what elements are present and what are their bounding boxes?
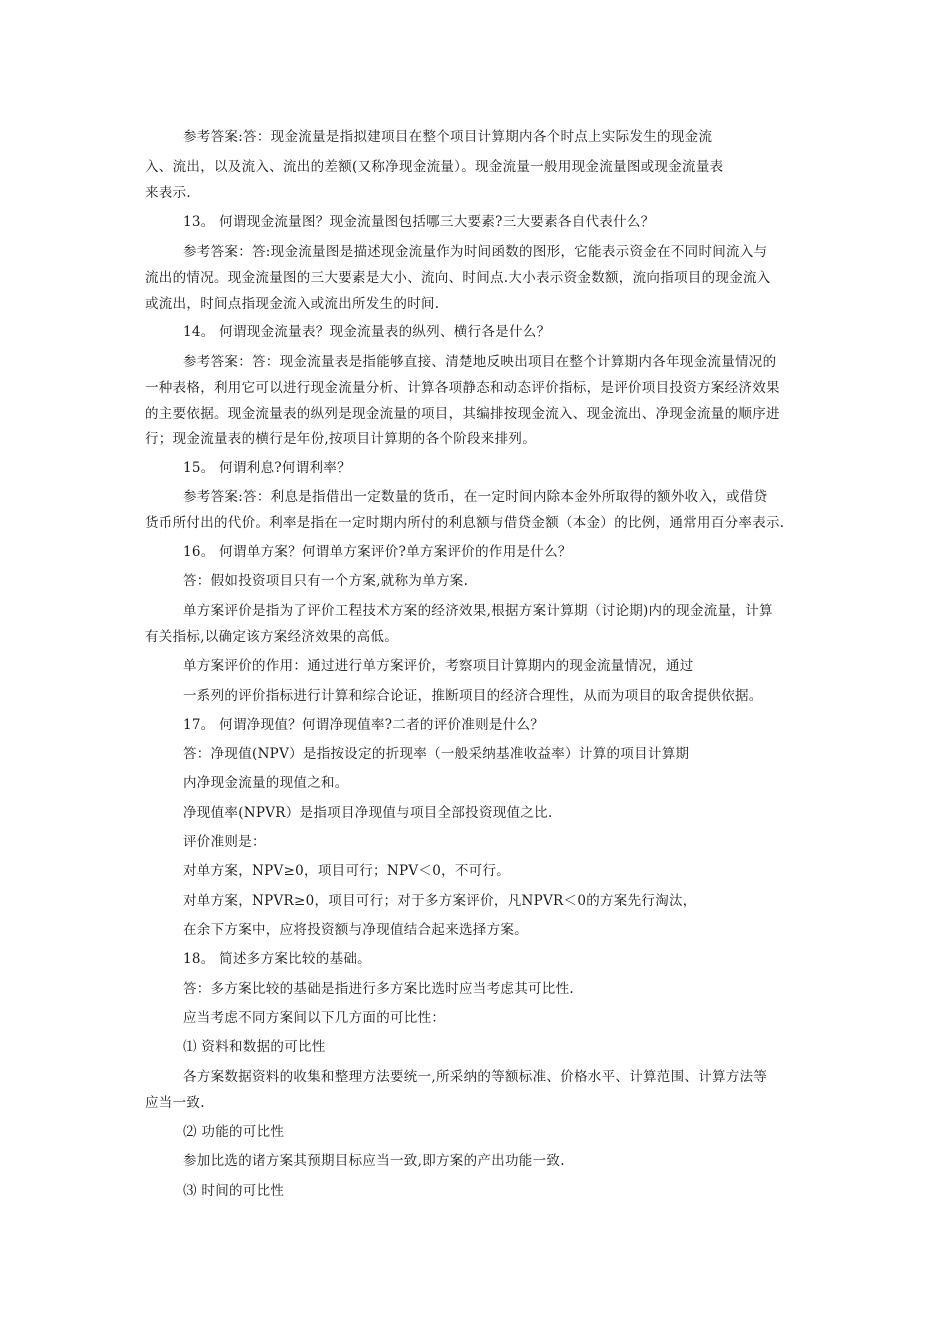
text-line: 应当考虑不同方案间以下几方面的可比性： — [183, 1010, 446, 1026]
text-line: 答：多方案比较的基础是指进行多方案比选时应当考虑其可比性. — [183, 981, 574, 997]
text-line: 行；现金流量表的横行是年份,按项目计算期的各个阶段来排列。 — [145, 431, 536, 447]
text-line: 评价准则是： — [183, 834, 266, 850]
text-line: 各方案数据资料的收集和整理方法要统一,所采纳的等额标准、价格水平、计算范围、计算方法等 — [183, 1069, 768, 1085]
text-line: 对单方案，NPVR≥0，项目可行；对于多方案评价，凡NPVR＜0的方案先行淘汰， — [183, 893, 697, 909]
text-line: 对单方案，NPV≥0，项目可行；NPV＜0，不可行。 — [183, 863, 511, 879]
text-line: 应当一致. — [145, 1095, 205, 1111]
text-line: 参考答案：答:现金流量图是描述现金流量作为时间函数的图形，它能表示资金在不同时间流入与 — [183, 244, 768, 260]
text-line: 单方案评价是指为了评价工程技术方案的经济效果,根据方案计算期（讨论期)内的现金流量，计算 — [183, 603, 773, 619]
text-line: 参考答案:答：现金流量是指拟建项目在整个项目计算期内各个时点上实际发生的现金流 — [183, 129, 713, 145]
subheading: ⑵ 功能的可比性 — [183, 1124, 285, 1140]
text-line: 答：净现值(NPV）是指按设定的折现率（一般采纳基准收益率）计算的项目计算期 — [183, 746, 690, 762]
text-line: 单方案评价的作用：通过进行单方案评价，考察项目计算期内的现金流量情况，通过 — [183, 658, 694, 674]
question-heading: 13。 何谓现金流量图？现金流量图包括哪三大要素?三大要素各自代表什么？ — [183, 214, 655, 230]
text-line: 在余下方案中，应将投资额与净现值结合起来选择方案。 — [183, 922, 528, 938]
subheading: ⑴ 资料和数据的可比性 — [183, 1039, 326, 1055]
text-line: 参考答案：答：现金流量表是指能够直接、清楚地反映出项目在整个计算期内各年现金流量情况的 — [183, 354, 777, 370]
text-line: 有关指标,以确定该方案经济效果的高低。 — [145, 629, 398, 645]
subheading: ⑶ 时间的可比性 — [183, 1183, 285, 1199]
text-line: 或流出，时间点指现金流入或流出所发生的时间. — [145, 296, 440, 312]
text-line: 入、流出，以及流入、流出的差额(又称净现金流量）。现金流量一般用现金流量图或现金流量表 — [145, 159, 724, 175]
text-line: 答：假如投资项目只有一个方案,就称为单方案. — [183, 573, 469, 589]
text-line: 净现值率(NPVR）是指项目净现值与项目全部投资现值之比. — [183, 805, 553, 821]
text-line: 货币所付出的代价。利率是指在一定时期内所付的利息额与借贷金额（本金）的比例，通常用百分率表示. — [145, 515, 785, 531]
text-line: 参考答案:答：利息是指借出一定数量的货币，在一定时间内除本金外所取得的额外收入，或借贷 — [183, 489, 768, 505]
text-line: 内净现金流量的现值之和。 — [183, 775, 349, 791]
question-heading: 15。 何谓利息?何谓利率？ — [183, 460, 351, 476]
question-heading: 14。 何谓现金流量表？现金流量表的纵列、横行各是什么？ — [183, 324, 551, 340]
question-heading: 17。 何谓净现值？何谓净现值率?二者的评价准则是什么？ — [183, 717, 545, 733]
text-line: 参加比选的诸方案其预期目标应当一致,即方案的产出功能一致. — [183, 1153, 565, 1169]
question-heading: 16。 何谓单方案？何谓单方案评价?单方案评价的作用是什么？ — [183, 544, 572, 560]
text-line: 流出的情况。现金流量图的三大要素是大小、流向、时间点.大小表示资金数额，流向指项目的现金流入 — [145, 270, 771, 286]
question-heading: 18。 简述多方案比较的基础。 — [183, 951, 371, 967]
text-line: 一系列的评价指标进行计算和综合论证，推断项目的经济合理性，从而为项目的取舍提供依据。 — [183, 688, 763, 704]
text-line: 来表示. — [145, 185, 191, 201]
text-line: 一种表格，利用它可以进行现金流量分析、计算各项静态和动态评价指标，是评价项目投资方案经济效果 — [145, 380, 780, 396]
text-line: 的主要依据。现金流量表的纵列是现金流量的项目，其编排按现金流入、现金流出、净现金流量的顺序进 — [145, 406, 780, 422]
